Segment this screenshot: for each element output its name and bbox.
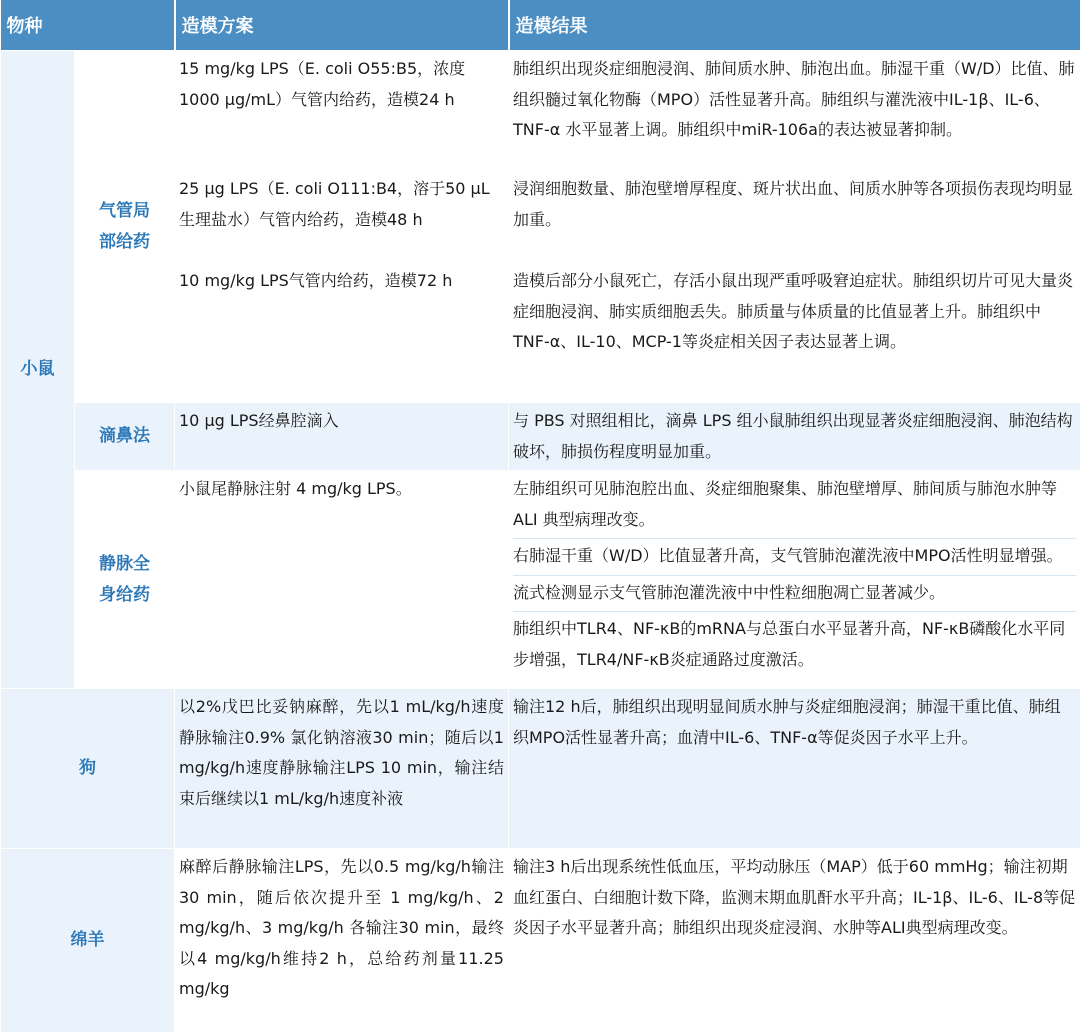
result-cell: 浸润细胞数量、肺泡壁增厚程度、斑片状出血、间质水肿等各项损伤表现均明显加重。 bbox=[509, 171, 1080, 263]
route-iv: 静脉全身给药 bbox=[75, 471, 175, 689]
table-row bbox=[1, 403, 1080, 471]
table-header-row bbox=[1, 0, 1080, 51]
result-cell: 造模后部分小鼠死亡，存活小鼠出现严重呼吸窘迫症状。肺组织切片可见大量炎症细胞浸润、肺实质细胞丢失。肺质量与体质量的比值显著上升。肺组织中TNF-α、IL-10、MCP-1等炎症相关因子表达显著上调。 bbox=[509, 263, 1080, 403]
result-cell bbox=[509, 471, 1080, 689]
method-cell: 麻醉后静脉输注LPS，先以0.5 mg/kg/h输注30 min，随后依次提升至 1 mg/kg/h、2 mg/kg/h、3 mg/kg/h 各输注30 min，最终以4 mg/kg/h维持2 h，总给药剂量11.25 mg/kg bbox=[175, 849, 509, 1033]
result-cell: 肺组织出现炎症细胞浸润、肺间质水肿、肺泡出血。肺湿干重（W/D）比值、肺组织髓过氧化物酶（MPO）活性显著升高。肺组织与灌洗液中IL-1β、IL-6、TNF-α 水平显著上调。肺组织中miR-106a的表达被显著抑制。 bbox=[509, 51, 1080, 171]
table-row bbox=[1, 689, 1080, 849]
table-row bbox=[1, 849, 1080, 1033]
header-method: 造模方案 bbox=[175, 0, 509, 51]
result-cell: 与 PBS 对照组相比，滴鼻 LPS 组小鼠肺组织出现显著炎症细胞浸润、肺泡结构破坏，肺损伤程度明显加重。 bbox=[509, 403, 1080, 471]
result-cell: 输注12 h后，肺组织出现明显间质水肿与炎症细胞浸润；肺湿干重比值、肺组织MPO活性显著升高；血清中IL-6、TNF-α等促炎因子水平上升。 bbox=[509, 689, 1080, 849]
header-result: 造模结果 bbox=[509, 0, 1080, 51]
route-tracheal: 气管局部给药 bbox=[75, 51, 175, 403]
method-cell: 10 mg/kg LPS气管内给药，造模72 h bbox=[175, 263, 509, 403]
result-cell: 输注3 h后出现系统性低血压，平均动脉压（MAP）低于60 mmHg；输注初期血红蛋白、白细胞计数下降，监测末期血肌酐水平升高；IL-1β、IL-6、IL-8等促炎因子水平显著升高；肺组织出现炎症浸润、水肿等ALI典型病理改变。 bbox=[509, 849, 1080, 1033]
method-cell: 以2%戊巴比妥钠麻醉，先以1 mL/kg/h速度静脉输注0.9% 氯化钠溶液30 min；随后以1 mg/kg/h速度静脉输注LPS 10 min，输注结束后继续以1 mL/kg/h速度补液 bbox=[175, 689, 509, 849]
result-line: 右肺湿干重（W/D）比值显著升高，支气管肺泡灌洗液中MPO活性明显增强。 bbox=[513, 538, 1076, 572]
table-row bbox=[1, 51, 1080, 171]
method-cell: 小鼠尾静脉注射 4 mg/kg LPS。 bbox=[175, 471, 509, 689]
species-dog: 狗 bbox=[1, 689, 175, 849]
result-line: 左肺组织可见肺泡腔出血、炎症细胞聚集、肺泡壁增厚、肺间质与肺泡水肿等 ALI 典型病理改变。 bbox=[513, 479, 1058, 529]
table-row bbox=[1, 471, 1080, 689]
method-cell: 25 μg LPS（E. coli O111:B4，溶于50 μL生理盐水）气管内给药，造模48 h bbox=[175, 171, 509, 263]
method-cell: 10 μg LPS经鼻腔滴入 bbox=[175, 403, 509, 471]
result-line: 肺组织中TLR4、NF-κB的mRNA与总蛋白水平显著升高，NF-κB磷酸化水平同步增强，TLR4/NF-κB炎症通路过度激活。 bbox=[513, 611, 1076, 675]
route-nasal: 滴鼻法 bbox=[75, 403, 175, 471]
method-cell: 15 mg/kg LPS（E. coli O55:B5，浓度1000 μg/mL）气管内给药，造模24 h bbox=[175, 51, 509, 171]
result-line: 流式检测显示支气管肺泡灌洗液中中性粒细胞凋亡显著减少。 bbox=[513, 575, 1076, 609]
species-sheep: 绵羊 bbox=[1, 849, 175, 1033]
species-mouse: 小鼠 bbox=[1, 51, 75, 689]
header-species: 物种 bbox=[1, 0, 175, 51]
